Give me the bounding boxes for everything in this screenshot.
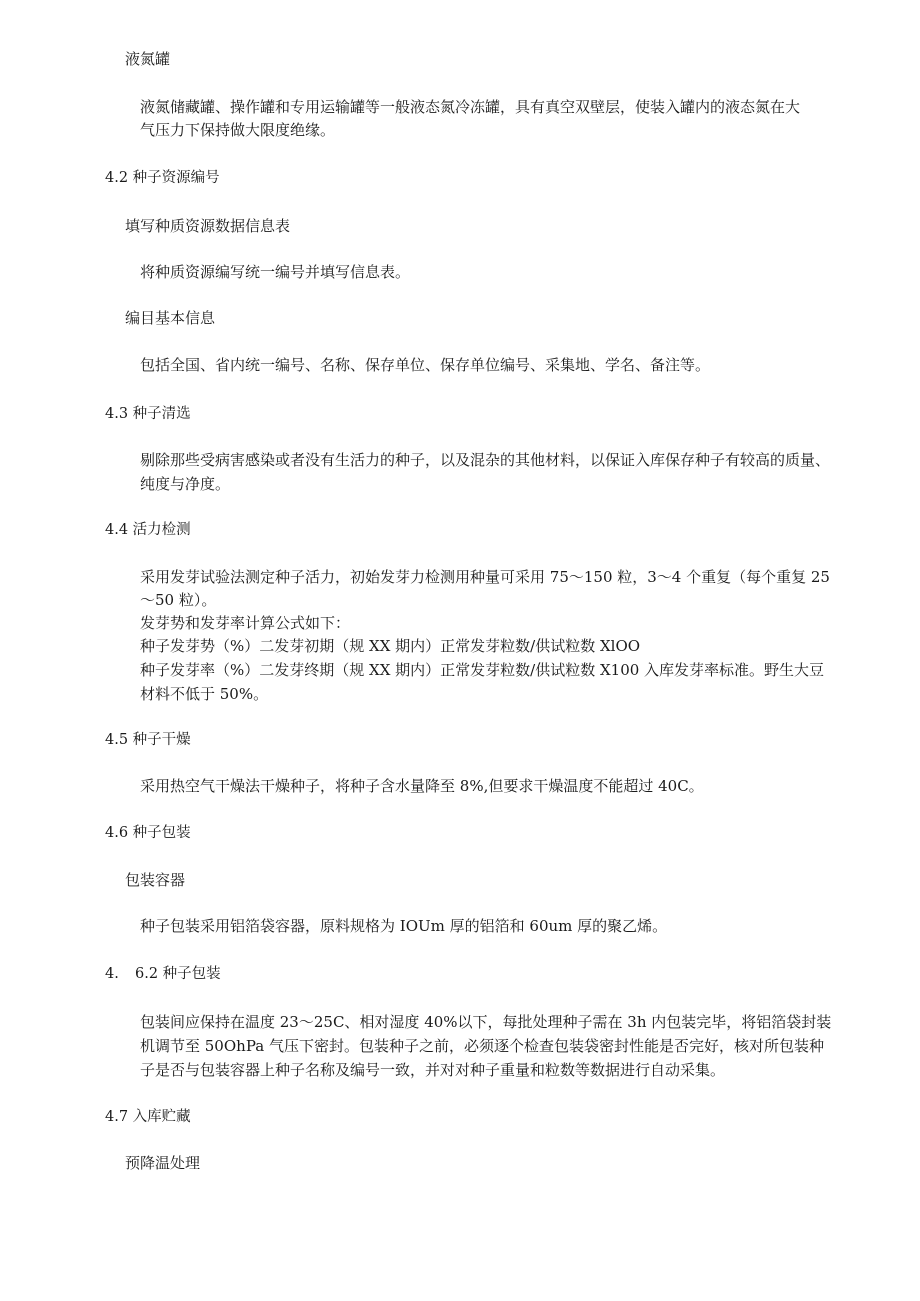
section-heading: 4.3 种子清选 xyxy=(105,406,191,422)
paragraph-line: 包括全国、省内统一编号、名称、保存单位、保存单位编号、采集地、学名、备注等。 xyxy=(140,356,711,374)
subsection-title: 包装容器 xyxy=(125,871,186,889)
paragraph-line: ～50 粒）。 xyxy=(140,591,217,609)
paragraph-line: 机调节至 50OhPa 气压下密封。包装种子之前，必须逐个检查包装袋密封性能是否完好，核对所包装种 xyxy=(140,1037,824,1055)
paragraph-line: 子是否与包装容器上种子名称及编号一致，并对对种子重量和粒数等数据进行自动采集。 xyxy=(140,1061,726,1079)
section-heading: 4.2 种子资源编号 xyxy=(105,170,220,186)
subsection-title: 填写种质资源数据信息表 xyxy=(125,217,291,235)
section-heading: 4.4 活力检测 xyxy=(105,522,191,538)
subsection-title: 编目基本信息 xyxy=(125,309,216,327)
formula-line: 种子发芽率（%）二发芽终期（规 XX 期内）正常发芽粒数/供试粒数 X100 入库发芽率标准。野生大豆 xyxy=(140,661,825,679)
paragraph-line: 纯度与净度。 xyxy=(140,475,231,493)
paragraph-line: 气压力下保持做大限度绝缘。 xyxy=(140,121,336,139)
paragraph-line: 材料不低于 50%。 xyxy=(140,685,269,703)
paragraph-line: 将种质资源编写统一编号并填写信息表。 xyxy=(140,263,411,281)
subsection-title: 预降温处理 xyxy=(125,1154,201,1172)
section-heading: 4.6 种子包装 xyxy=(105,825,191,841)
section-number: 4. xyxy=(105,966,119,982)
paragraph-line: 采用热空气干燥法干燥种子，将种子含水量降至 8%,但要求干燥温度不能超过 40C。 xyxy=(140,777,704,795)
section-heading: 6.2 种子包装 xyxy=(135,966,221,982)
paragraph-line: 种子包装采用铝箔袋容器，原料规格为 IOUm 厚的铝箔和 60um 厚的聚乙烯。 xyxy=(140,917,668,935)
section-heading: 4.7 入库贮藏 xyxy=(105,1109,191,1125)
subsection-title: 液氮罐 xyxy=(125,50,171,68)
formula-line: 种子发芽势（%）二发芽初期（规 XX 期内）正常发芽粒数/供试粒数 XlOO xyxy=(140,637,641,655)
paragraph-line: 剔除那些受病害感染或者没有生活力的种子，以及混杂的其他材料，以保证入库保存种子有较高的质量、 xyxy=(140,451,831,469)
section-heading: 4.5 种子干燥 xyxy=(105,732,191,748)
paragraph-line: 发芽势和发芽率计算公式如下： xyxy=(140,614,351,632)
paragraph-line: 液氮储藏罐、操作罐和专用运输罐等一般液态氮冷冻罐，具有真空双壁层，使装入罐内的液态氮在大 xyxy=(140,98,801,116)
paragraph-line: 包装间应保持在温度 23～25C、相对湿度 40%以下，每批处理种子需在 3h 内包装完毕，将铝箔袋封装 xyxy=(140,1013,832,1031)
paragraph-line: 采用发芽试验法测定种子活力，初始发芽力检测用种量可采用 75～150 粒，3～4 个重复（每个重复 25 xyxy=(140,568,830,586)
